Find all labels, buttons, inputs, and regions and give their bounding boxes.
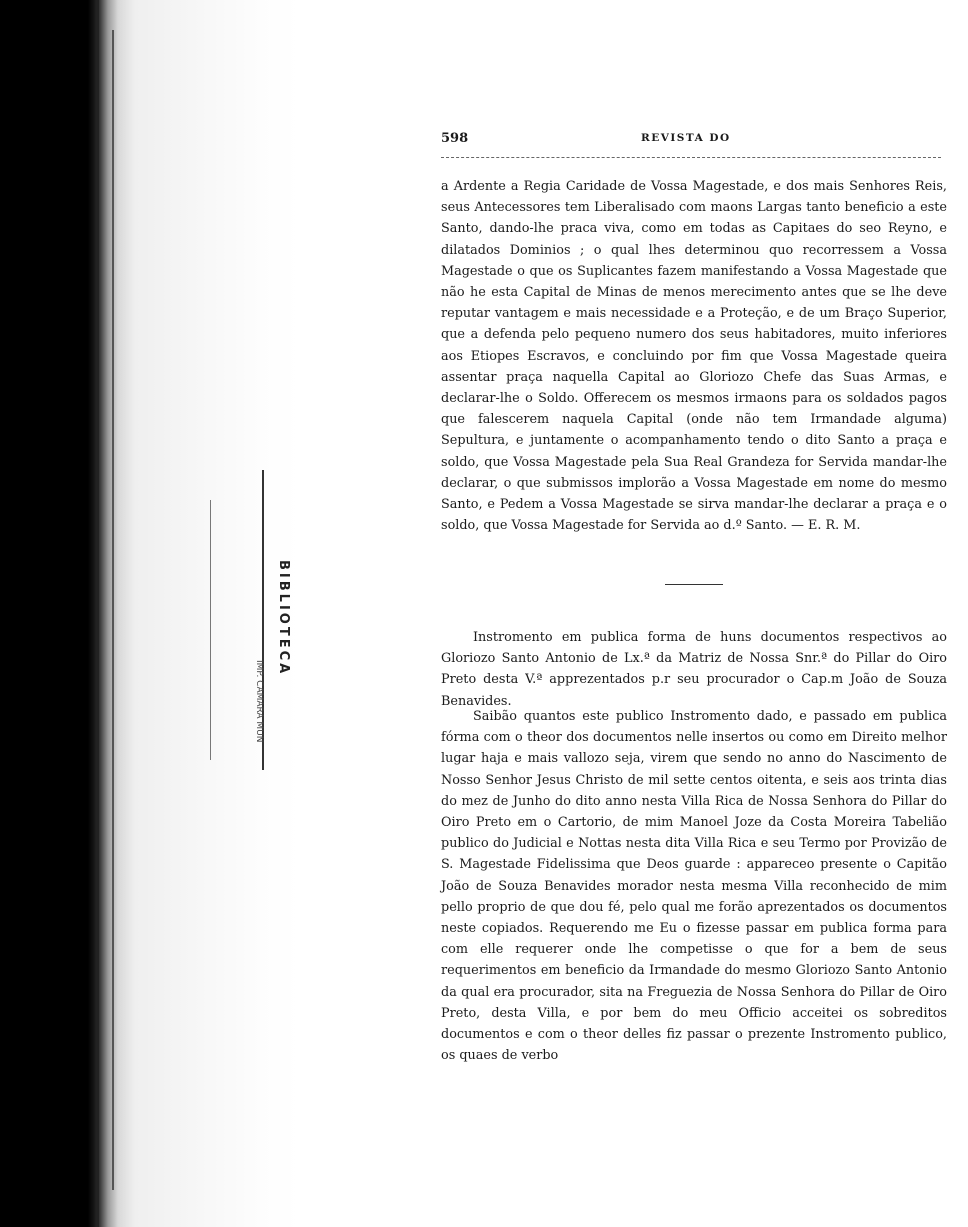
section-divider [665,584,723,585]
library-stamp: BIBLIOTECA [276,560,291,677]
header-rule [441,157,941,158]
spine-shadow [0,0,300,1227]
spine-fold-line [112,30,114,1190]
instrument-body-paragraph: Saibão quantos este publico Instromento dado, e passado em publica fórma com o theor dos documentos nelle insertos ou como em Direito melhor lugar haja e mais vallozo seja, virem que sendo no anno do Nascimento de Nosso Senhor Jesus Christo de mil sette centos oitenta, e seis aos trinta dias do mez de Junho do dito anno nesta Villa Rica de Nossa Senhora do Pillar do Oiro Preto em o Cartorio, de mim Manoel Joze da Costa Moreira Tabelião publico do Judicial e Nottas nesta dita Villa Rica e seu Termo por Provizão de S. Magestade Fidelissima que Deos guarde : appareceo presente o Capitão João de Souza Benavides morador nesta mesma Villa reconhecido de mim pello proprio de que dou fé, pelo qual me forão aprezentados os documentos neste copiados. Requerendo me Eu o fizesse passar em publica forma para com elle requerer onde lhe competisse o que for a bem de seus requerimentos em beneficio da Irmandade do mesmo Gloriozo Santo Antonio da qual era procurador, sita na Freguezia de Nossa Senhora do Pillar de Oiro Preto, desta Villa, e por bem do meu Officio acceitei os sobreditos documentos e com o theor delles fiz passar o prezente Instromento publico, os quaes de verbo [441,709,947,1064]
spine-edge-line [96,0,99,1227]
library-stamp-subtext: IMP. CAMARA MUN [254,660,264,743]
running-head: REVISTA DO [641,132,731,144]
page-number: 598 [441,131,469,146]
petition-paragraph: a Ardente a Regia Caridade de Vossa Magestade, e dos mais Senhores Reis, seus Antecessores tem Liberalisado com maons Largas tanto beneficio a este Santo, dando-lhe praca viva, como em todas as Capitaes do seo Reyno, e dilatados Dominios ; o qual lhes determinou quo recorressem a Vossa Magestade o que os Suplicantes fazem manifestando a Vossa Magestade que não he esta Capital de Minas de menos merecimento antes que se lhe deve reputar vantagem e mais necessidade e a Proteção, e de um Braço Superior, que a defenda pelo pequeno numero dos seus habitadores, muito inferiores aos Etiopes Escravos, e concluindo por fim que Vossa Magestade queira assentar praça naquella Capital ao Gloriozo Chefe das Suas Armas, e declarar-lhe o Soldo. Offerecem os mesmos irmaons para os soldados pagos que falescerem naquela Capital (onde não tem Irmandade alguma) Sepultura, e juntamente o acompanhamento tendo o dito Santo a praça e soldo, que Vossa Magestade pela Sua Real Grandeza for Servida mandar-lhe declarar, o que submissos implorão a Vossa Magestade em nome do mesmo Santo, e Pedem a Vossa Magestade se sirva mandar-lhe declarar a praça e o soldo, que Vossa Magestade for Servida ao d.º Santo. — E. R. M. [441,179,947,534]
document-heading-paragraph: Instromento em publica forma de huns documentos respectivos ao Gloriozo Santo Antonio de Lx.ª da Matriz de Nossa Snr.ª do Pillar do Oiro Preto desta V.ª apprezentados p.r seu procurador o Cap.m João de Souza Benavides. [441,630,947,709]
book-spine [0,0,300,1227]
spine-ruling-line [210,500,211,760]
